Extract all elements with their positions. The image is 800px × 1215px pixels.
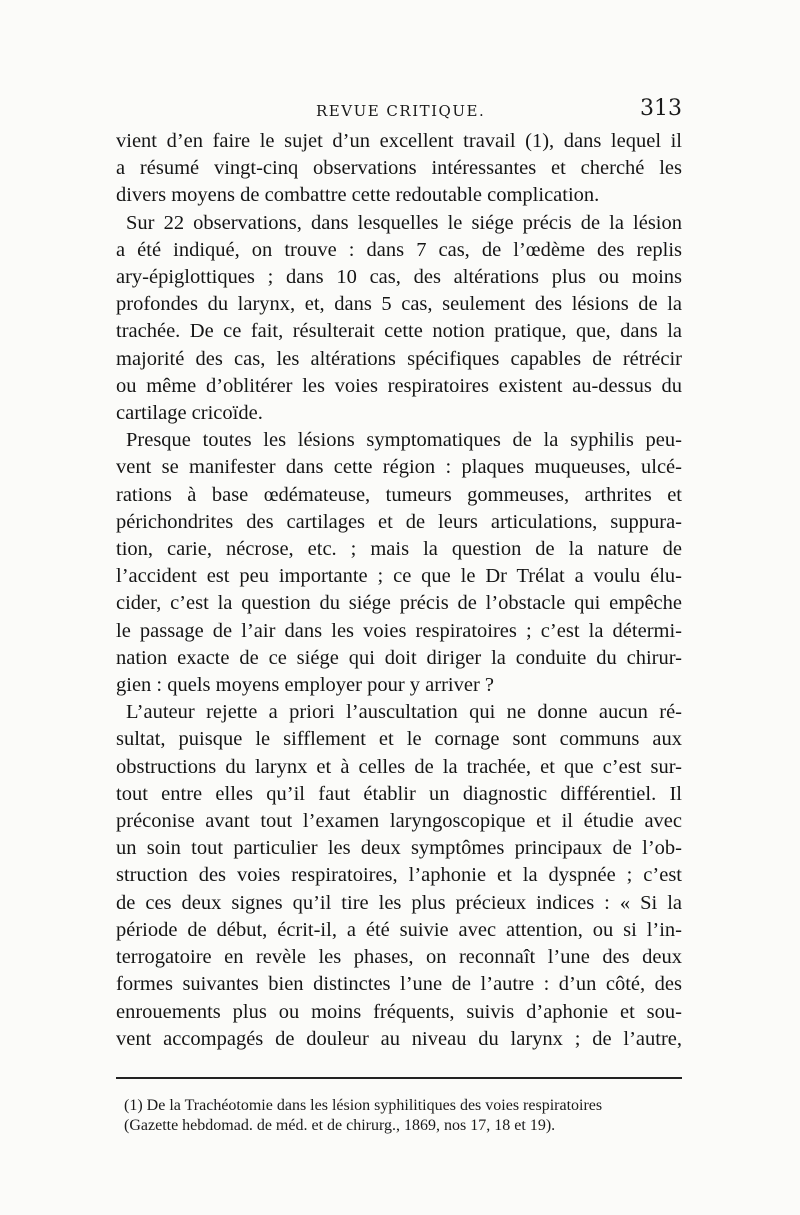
text-line: formes suivantes bien distinctes l’une de l’autre : d’un côté, des (116, 973, 682, 996)
text-line: majorité des cas, les altérations spécifiques capables de rétrécir (116, 347, 682, 370)
footnote-line: (1) De la Trachéotomie dans les lésion syphilitiques des voies respiratoires (124, 1097, 603, 1114)
footnotes (124, 1096, 690, 1136)
text-line: tion, carie, nécrose, etc. ; mais la question de la nature de (116, 538, 682, 561)
text-line: ary-épiglottiques ; dans 10 cas, des altérations plus ou moins (116, 266, 682, 289)
text-line: de ces deux signes qu’il tire les plus précieux indices : « Si la (116, 891, 682, 914)
page-header (116, 96, 682, 126)
page-number: 313 (640, 96, 682, 121)
text-line: périchondrites des cartilages et de leurs articulations, suppura- (116, 510, 682, 533)
text-line: l’accident est peu importante ; ce que le Dr Trélat a voulu élu- (116, 565, 682, 588)
running-title: REVUE CRITIQUE. (316, 102, 486, 120)
text-line: ou même d’oblitérer les voies respiratoires existent au-dessus du (116, 374, 682, 397)
text-line: profondes du larynx, et, dans 5 cas, seulement des lésions de la (116, 293, 682, 316)
text-line: gien : quels moyens employer pour y arriver ? (116, 674, 494, 697)
text-line: rations à base œdémateuse, tumeurs gommeuses, arthrites et (116, 483, 682, 506)
text-line: vent accompagés de douleur au niveau du larynx ; de l’autre, (116, 1027, 682, 1050)
text-line: sultat, puisque le sifflement et le cornage sont communs aux (116, 728, 682, 751)
text-line: tout entre elles qu’il faut établir un diagnostic différentiel. Il (116, 782, 682, 805)
text-line: a été indiqué, on trouve : dans 7 cas, de l’œdème des replis (116, 238, 682, 261)
text-line: vent se manifester dans cette région : plaques muqueuses, ulcé- (116, 456, 682, 479)
text-line: trachée. De ce fait, résulterait cette notion pratique, que, dans la (116, 320, 682, 343)
text-line: vient d’en faire le sujet d’un excellent travail (1), dans lequel il (116, 130, 682, 152)
text-line: L’auteur rejette a priori l’auscultation qui ne donne aucun ré- (126, 701, 682, 724)
text-line: obstructions du larynx et à celles de la trachée, et que c’est sur- (116, 755, 682, 778)
text-line: divers moyens de combattre cette redoutable complication. (116, 184, 600, 207)
text-line: Presque toutes les lésions symptomatiques de la syphilis peu- (126, 429, 682, 452)
text-line: période de début, écrit-il, a été suivie avec attention, ou si l’in- (116, 918, 682, 941)
footnote-line: (Gazette hebdomad. de méd. et de chirurg., 1869, nos 17, 18 et 19). (124, 1117, 556, 1134)
text-line: terrogatoire en revèle les phases, on reconnaît l’une des deux (116, 946, 682, 969)
text-line: cartilage cricoïde. (116, 402, 263, 425)
text-line: enrouements plus ou moins fréquents, suivis d’aphonie et sou- (116, 1000, 682, 1023)
text-line: le passage de l’air dans les voies respiratoires ; c’est la détermi- (116, 619, 682, 642)
text-line: struction des voies respiratoires, l’aphonie et la dyspnée ; c’est (116, 864, 682, 887)
text-line: nation exacte de ce siége qui doit diriger la conduite du chirur- (116, 646, 682, 669)
text-line: Sur 22 observations, dans lesquelles le siége précis de la lésion (126, 211, 682, 234)
text-line: cider, c’est la question du siége précis de l’obstacle qui empêche (116, 592, 682, 615)
footnote-divider (116, 1077, 682, 1079)
body-text (116, 128, 682, 1053)
text-line: un soin tout particulier les deux symptômes principaux de l’ob- (116, 837, 682, 860)
text-line: a résumé vingt-cinq observations intéressantes et cherché les (116, 157, 682, 180)
text-line: préconise avant tout l’examen laryngoscopique et il étudie avec (116, 810, 682, 833)
